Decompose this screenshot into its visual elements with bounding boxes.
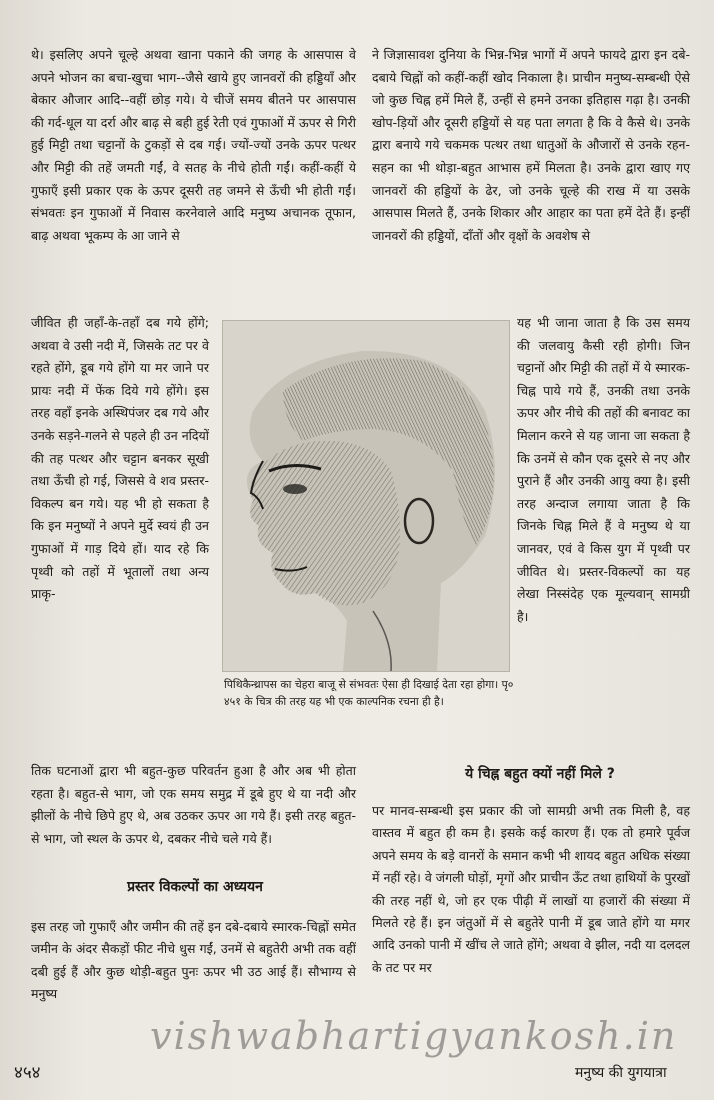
left-paragraph-3: तिक घटनाओं द्वारा भी बहुत-कुछ परिवर्तन हुआ है और अब भी होता रहता है। बहुत-से भाग, जो एक समय समुद्र में डूबे हुए थे या नदी और झीलों के नीचे छिपे हुए थे, अब उठकर ऊपर आ गये हैं। इसी तरह बहुत-से भाग, जो स्थल के ऊपर थे, दबकर नीचे चले गये हैं। — [31, 763, 356, 846]
figure-caption: पिथिकैन्थ्रापस का चेहरा बाजू से संभवतः ऐसा ही दिखाई देता रहा होगा। पृ० ४५१ के चित्र की तरह यह भी एक काल्पनिक रचना ही है। — [224, 678, 514, 708]
pithecanthropus-profile-illustration — [222, 320, 510, 672]
page-number: ४५४ — [14, 1063, 41, 1083]
section-heading-why-few-remains: ये चिह्न बहुत क्यों नहीं मिले ? — [465, 766, 615, 782]
running-book-title: मनुष्य की युगयात्रा — [575, 1065, 667, 1081]
site-watermark: vishwabhartigyankosh.in — [150, 1014, 678, 1058]
right-paragraph-1: ने जिज्ञासावश दुनिया के भिन्न-भिन्न भागों में अपने फायदे द्वारा इन दबे-दबाये चिह्नों को कहीं-कहीं खोद निकाला है। प्राचीन मनुष्य-सम्बन्धी ऐसे जो कुछ चिह्न हमें मिले हैं, उन्हीं से हमने उनका इतिहास गढ़ा है। उनकी खोप-ड़ियों और दूसरी हड्डियों से यह पता लगता है कि वे कैसे थे। उनके द्वारा बनाये गये चकमक पत्थर तथा धातुओं के औजारों से उनके रहन-सहन का भी थोड़ा-बहुत आभास हमें मिलता है। उनके द्वारा खाए गए जानवरों की हड्डियों के ढेर, जो उनके चूल्हे की राख में या उसके आसपास मिलते हैं, उनके शिकार और आहार का पता हमें देते हैं। इन्हीं जानवरों की हड्डियों, दाँतों और वृक्षों के अवशेष से — [372, 47, 690, 243]
head-profile-drawing — [223, 321, 509, 671]
right-paragraph-3: पर मानव-सम्बन्धी इस प्रकार की जो सामग्री अभी तक मिली है, वह वास्तव में बहुत ही कम है। इसके कई कारण हैं। एक तो हमारे पूर्वज अपने समय के बड़े वानरों के समान कभी भी शायद बहुत अधिक संख्या में नहीं रहे। वे जंगली घोड़ों, मृगों और प्राचीन ऊँट तथा हाथियों के पुरखों की तरह नहीं थे, जो हर एक पीढ़ी में लाखों या हजारों की संख्या में मिलते रहे हैं। इन जंतुओं में से बहुतेरे पानी में डूब जाते होंगे या मगर आदि उनको पानी में खींच ले जाते होंगे; अथवा वे झील, नदी या दलदल के तट पर मर — [372, 803, 690, 975]
left-paragraph-4: इस तरह जो गुफाएँ और जमीन की तहें इन दबे-दबाये स्मारक-चिह्नों समेत जमीन के अंदर सैकड़ों फीट नीचे धुस गईं, उनमें से बहुतेरी अभी तक वहीं दबी हुई हैं और कुछ थोड़ी-बहुत पुनः ऊपर भी उठ आई हैं। सौभाग्य से मनुष्य — [31, 919, 356, 1002]
right-paragraph-2: यह भी जाना जाता है कि उस समय की जलवायु कैसी रही होगी। जिन चट्टानों और मिट्टी की तहों में ये स्मारक-चिह्न पाये गये हैं, उनकी तथा उनके ऊपर और नीचे की तहों की बनावट का मिलान करने से यह जाना जा सकता है कि उनमें से कौन एक दूसरे से नए और पुराने हैं और उनकी आयु क्या है। इसी तरह अन्दाज लगाया जाता है कि जिनके चिह्न मिले हैं वे मनुष्य थे या जानवर, एवं वे किस युग में पृथ्वी पर जीवित थे। प्रस्तर-विकल्पों का यह लेखा निस्संदेह एक मूल्यवान् सामग्री है। — [517, 315, 690, 624]
left-paragraph-1: थे। इसलिए अपने चूल्हे अथवा खाना पकाने की जगह के आसपास वे अपने भोजन का बचा-खुचा भाग--जैसे खाये हुए जानवरों की हड्डियाँ और बेकार औजार आदि--वहीं छोड़ गये। ये चीजें समय बीतने पर आसपास की गर्द-धूल या दर्रा और बाढ़ से बही हुई रेती एवं गुफाओं में ऊपर से गिरी हुई मिट्टी तथा चट्टानों के टुकड़ों से दब गई। ज्यों-ज्यों उनके ऊपर पत्थर और मिट्टी की तहें जमती गईं, वे सतह के नीचे होती गईं। कहीं-कहीं ये गुफाएँ इसी प्रकार एक के ऊपर दूसरी तह जमने से ऊँची भी होती गईं। संभवतः इन गुफाओं में निवास करनेवाले आदि मनुष्य अचानक तूफान, बाढ़ अथवा भूकम्प के आ जाने से — [31, 47, 356, 243]
section-heading-fossil-study: प्रस्तर विकल्पों का अध्ययन — [127, 879, 263, 895]
left-paragraph-2: जीवित ही जहाँ-के-तहाँ दब गये होंगे; अथवा वे उसी नदी में, जिसके तट पर वे रहते होंगे, डूब गये होंगे या मर जाने पर प्रायः नदी में फेंक दिये गये होंगे। इस तरह वहाँ इनके अस्थिपंजर दब गये और उनके सड़ने-गलने से पहले ही उन नदियों की तह पत्थर और चट्टान बनकर सूखी तथा ऊँची हो गई, जिससे वे शव प्रस्तर-विकल्प बन गये। यह भी हो सकता है कि इन मनुष्यों ने अपने मुर्दे स्वयं ही उन गुफाओं में गाड़ दिये हों। याद रहे कि पृथ्वी को तहों में भूतालों तथा अन्य प्राकृ- — [31, 315, 209, 602]
